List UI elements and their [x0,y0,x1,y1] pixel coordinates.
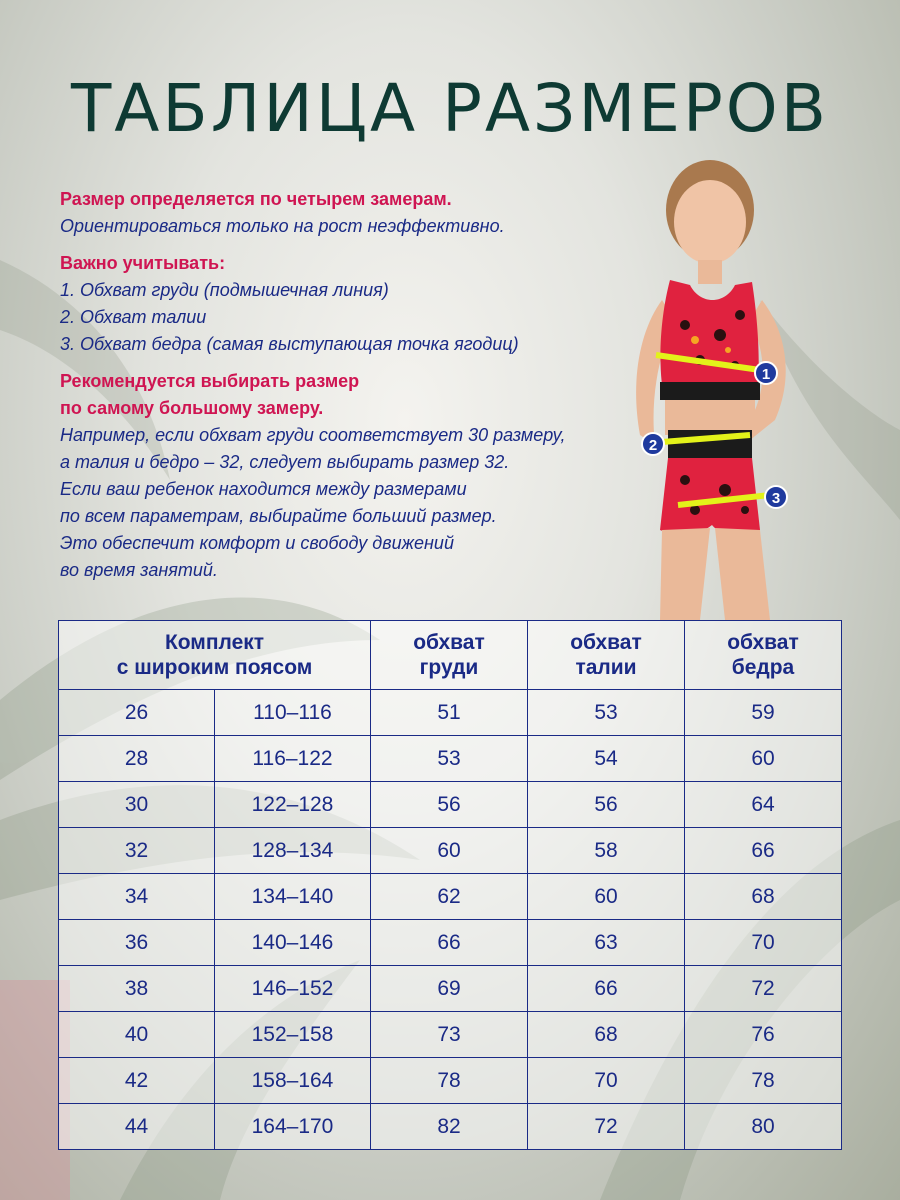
height-cell: 146–152 [215,966,371,1012]
table-row [59,782,842,828]
height-cell: 164–170 [215,1104,371,1150]
height-cell: 110–116 [215,690,371,736]
recommendation-text: по всем параметрам, выбирайте больший размер. [60,506,497,526]
waist-cell: 63 [528,920,685,966]
hips-cell: 59 [685,690,842,736]
chest-cell: 51 [371,690,528,736]
recommendation-text: во время занятий. [60,560,218,580]
hips-cell: 60 [685,736,842,782]
waist-cell: 56 [528,782,685,828]
chest-cell: 60 [371,828,528,874]
height-cell: 122–128 [215,782,371,828]
header-waist: обхват талии [528,621,685,690]
measure-item: 2. Обхват талии [60,307,207,327]
svg-text:3: 3 [771,490,781,507]
hips-cell: 78 [685,1058,842,1104]
chest-cell: 69 [371,966,528,1012]
chest-cell: 66 [371,920,528,966]
recommendation-text: Если ваш ребенок находится между размерами [60,479,467,499]
size-cell: 38 [59,966,215,1012]
table-row [59,736,842,782]
size-cell: 26 [59,690,215,736]
waist-cell: 72 [528,1104,685,1150]
waist-cell: 53 [528,690,685,736]
marker-chest [755,362,777,384]
marker-waist [642,433,664,455]
waist-cell: 70 [528,1058,685,1104]
size-cell: 34 [59,874,215,920]
hips-cell: 68 [685,874,842,920]
height-cell: 158–164 [215,1058,371,1104]
size-table [58,620,842,1150]
svg-text:2: 2 [648,437,658,454]
table-row [59,828,842,874]
size-cell: 30 [59,782,215,828]
hips-cell: 70 [685,920,842,966]
measure-item: 3. Обхват бедра (самая выступающая точка ягодиц) [60,334,519,354]
hips-cell: 76 [685,1012,842,1058]
table-row [59,1104,842,1150]
table-row [59,1058,842,1104]
table-body [59,690,842,1150]
recommendation-heading: Рекомендуется выбирать размер [60,371,360,391]
marker-hips [765,486,787,508]
hips-cell: 64 [685,782,842,828]
header-set: Комплект с широким поясом [59,621,371,690]
height-cell: 140–146 [215,920,371,966]
header-hips: обхват бедра [685,621,842,690]
recommendation-heading: по самому большому замеру. [60,398,324,418]
size-cell: 36 [59,920,215,966]
chest-cell: 56 [371,782,528,828]
waist-cell: 66 [528,966,685,1012]
model-photo [600,160,840,620]
size-cell: 28 [59,736,215,782]
important-heading: Важно учитывать: [60,253,226,273]
height-cell: 116–122 [215,736,371,782]
height-cell: 134–140 [215,874,371,920]
recommendation-text: Например, если обхват груди соответствует 30 размеру, [60,425,566,445]
size-cell: 40 [59,1012,215,1058]
chest-cell: 62 [371,874,528,920]
table-row [59,690,842,736]
height-cell: 152–158 [215,1012,371,1058]
size-cell: 32 [59,828,215,874]
table-row [59,874,842,920]
hips-cell: 80 [685,1104,842,1150]
chest-cell: 78 [371,1058,528,1104]
size-guide-instructions [60,186,620,584]
waist-cell: 54 [528,736,685,782]
table-row [59,1012,842,1058]
recommendation-text: а талия и бедро – 32, следует выбирать размер 32. [60,452,510,472]
table-row [59,966,842,1012]
chest-cell: 53 [371,736,528,782]
chest-cell: 73 [371,1012,528,1058]
intro-text: Ориентироваться только на рост неэффективно. [60,216,505,236]
header-chest: обхват груди [371,621,528,690]
height-cell: 128–134 [215,828,371,874]
intro-heading: Размер определяется по четырем замерам. [60,189,452,209]
hips-cell: 72 [685,966,842,1012]
measure-item: 1. Обхват груди (подмышечная линия) [60,280,389,300]
waist-cell: 68 [528,1012,685,1058]
size-cell: 42 [59,1058,215,1104]
svg-text:1: 1 [761,366,771,383]
hips-cell: 66 [685,828,842,874]
page-title: ТАБЛИЦА РАЗМЕРОВ [70,70,830,147]
size-cell: 44 [59,1104,215,1150]
waist-cell: 60 [528,874,685,920]
waist-cell: 58 [528,828,685,874]
recommendation-text: Это обеспечит комфорт и свободу движений [60,533,454,553]
chest-cell: 82 [371,1104,528,1150]
table-header-row [59,621,842,690]
table-row [59,920,842,966]
